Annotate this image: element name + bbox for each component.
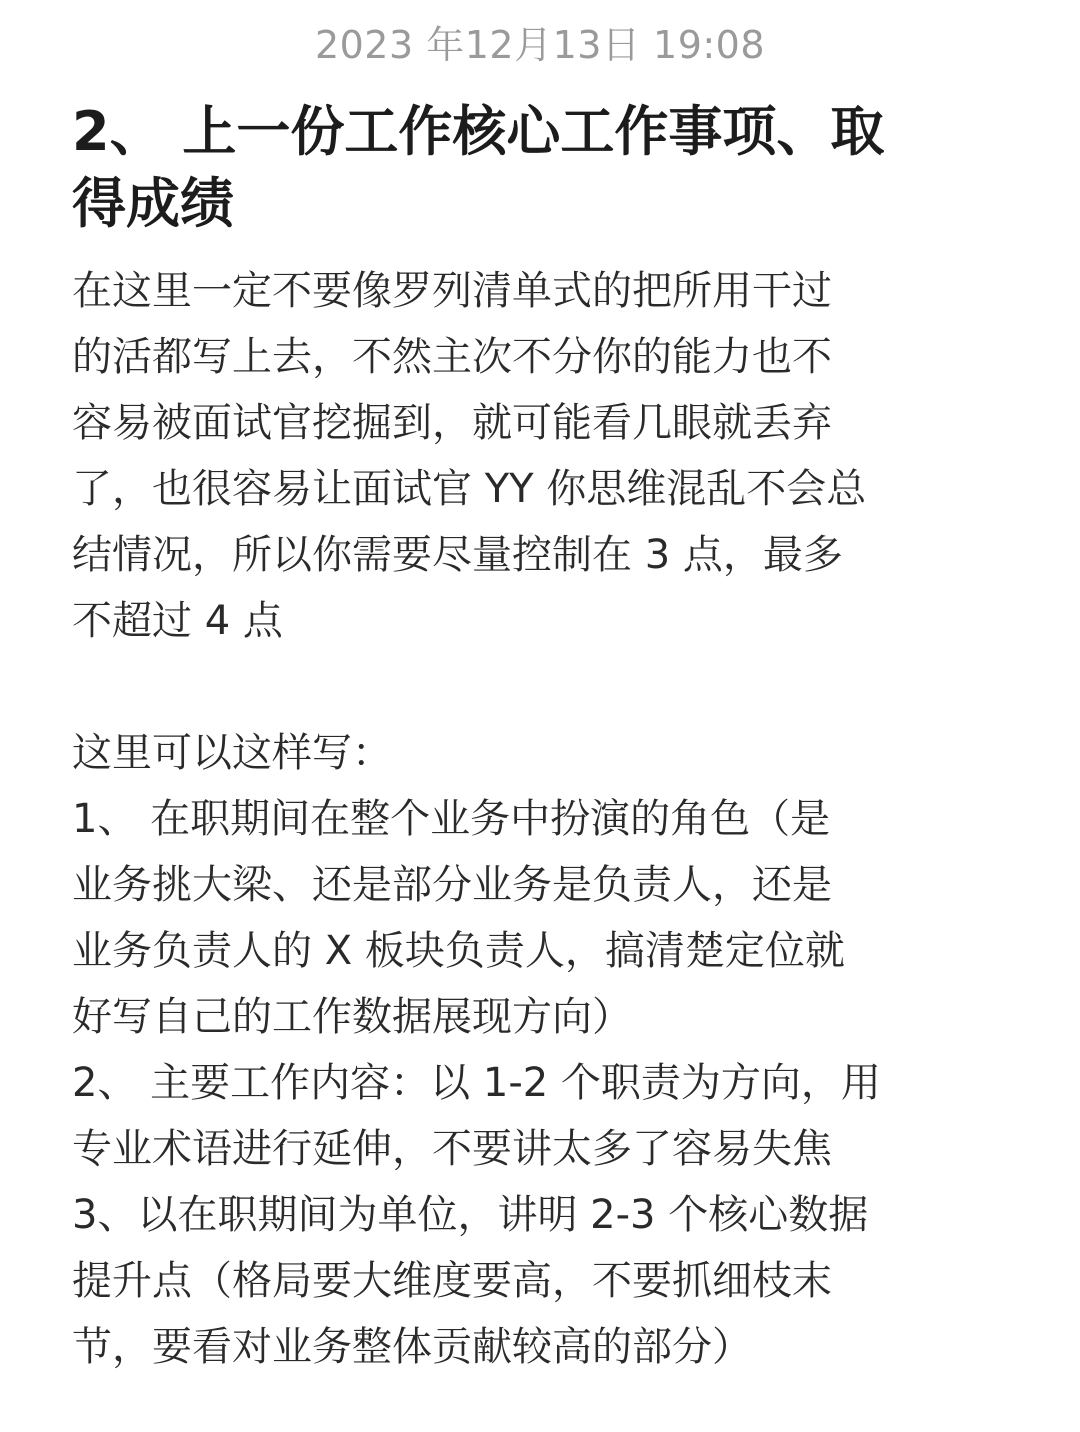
note-body-line: 提升点（格局要大维度要高，不要抓细枝末: [72, 1258, 832, 1304]
note-body-line: 1、 在职期间在整个业务中扮演的角色（是: [72, 796, 831, 842]
note-body-line: 这里可以这样写：: [72, 730, 392, 776]
note-body-line: 业务负责人的 X 板块负责人，搞清楚定位就: [72, 928, 845, 974]
note-body: [72, 258, 1012, 1380]
note-body-line: 节，要看对业务整体贡献较高的部分）: [72, 1324, 752, 1370]
note-title-line: 得成绩: [72, 172, 234, 235]
note-body-line: 了，也很容易让面试官 YY 你思维混乱不会总: [72, 466, 867, 512]
note-body-line: 在这里一定不要像罗列清单式的把所用干过: [72, 268, 832, 314]
note-body-line: 专业术语进行延伸，不要讲太多了容易失焦: [72, 1126, 832, 1172]
note-body-line: 业务挑大梁、还是部分业务是负责人，还是: [72, 862, 832, 908]
note-body-line: 的活都写上去，不然主次不分你的能力也不: [72, 334, 832, 380]
note-timestamp: 2023 年12月13日 19:08: [314, 23, 766, 67]
note-body-line: 结情况，所以你需要尽量控制在 3 点，最多: [72, 532, 843, 578]
note-body-blank-line: [72, 654, 1012, 720]
note-body-line: 好写自己的工作数据展现方向）: [72, 994, 632, 1040]
note-body-line: 3、以在职期间为单位，讲明 2-3 个核心数据: [72, 1192, 869, 1238]
note-body-line: 容易被面试官挖掘到，就可能看几眼就丢弃: [72, 400, 832, 446]
note-body-line: 不超过 4 点: [72, 598, 283, 644]
note-title: [72, 96, 1012, 240]
note-body-line: 2、 主要工作内容：以 1-2 个职责为方向，用: [72, 1060, 881, 1106]
note-title-line: 2、 上一份工作核心工作事项、取: [72, 100, 885, 163]
